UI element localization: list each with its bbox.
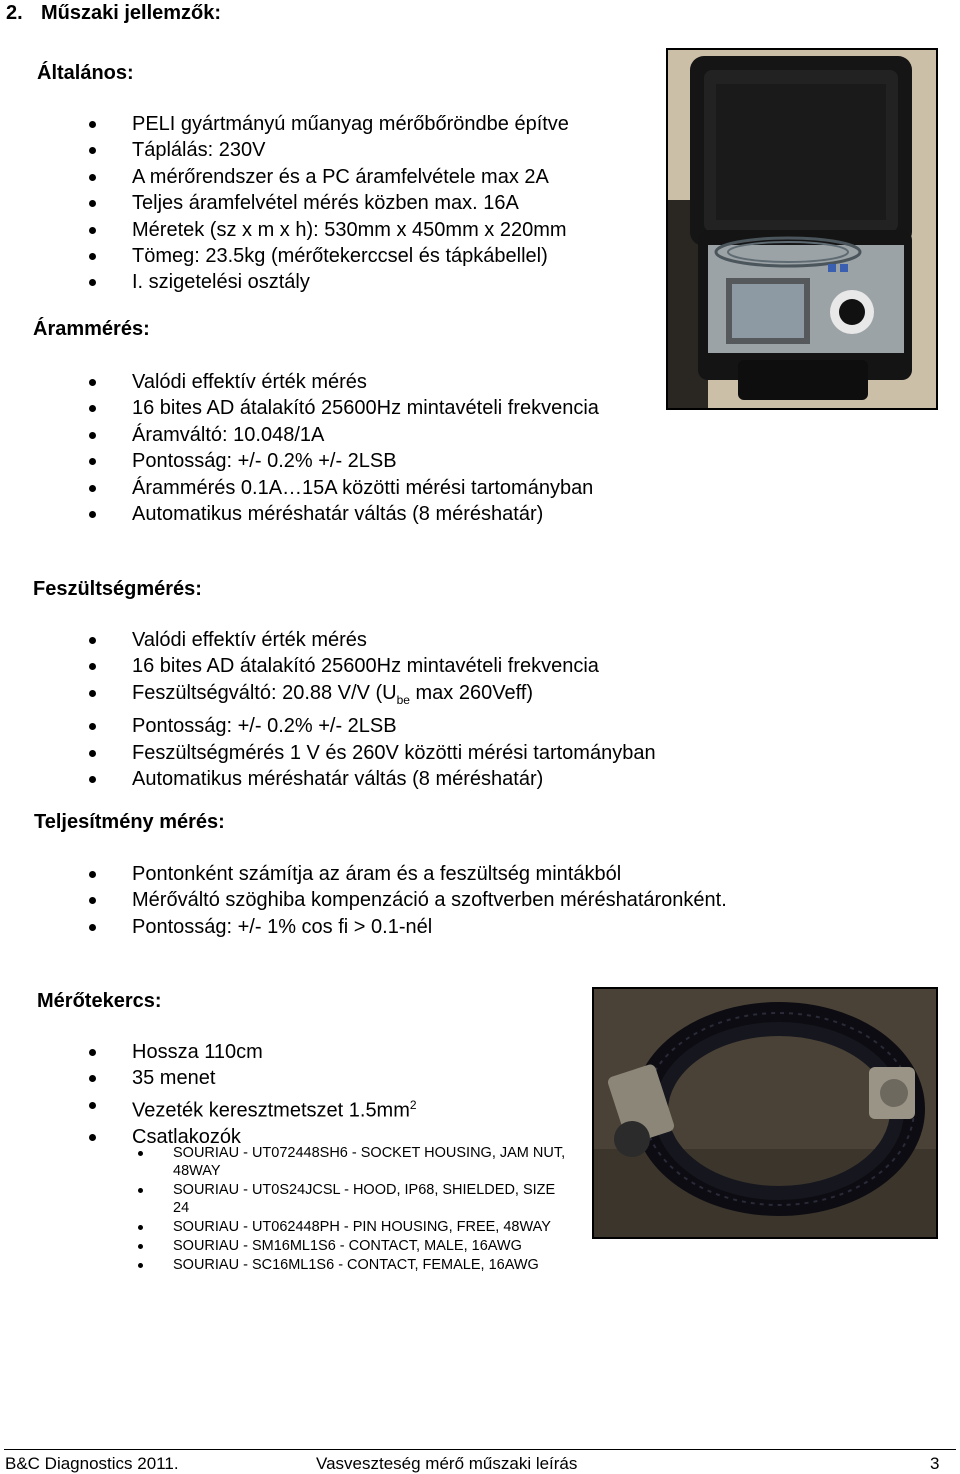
list-item: A mérőrendszer és a PC áramfelvétele max 2A [35,164,569,190]
list-merotekercs [35,1039,417,1150]
vezetek-text: Vezeték keresztmetszet 1.5mm [132,1099,410,1122]
list-item: Pontosság: +/- 0.2% +/- 2LSB [35,713,656,739]
list-item: Pontosság: +/- 1% cos fi > 0.1-nél [35,914,727,940]
list-connectors [133,1144,573,1275]
valto-text: Feszültségváltó: 20.88 V/V (U [132,681,397,704]
list-item: Valódi effektív érték mérés [35,369,599,395]
vezetek-superscript: 2 [409,1097,417,1112]
footer-page-number: 3 [930,1454,940,1473]
section-title-feszultseg: Feszültségmérés: [33,578,202,600]
valto-subscript: be [396,692,410,707]
list-feszultseg [35,627,656,792]
list-item: Hossza 110cm [35,1039,417,1065]
footer-document-title: Vasveszteség mérő műszaki leírás [316,1454,578,1473]
coil-image [594,989,936,1237]
list-item: Mérőváltó szöghiba kompenzáció a szoftverben méréshatáronként. [35,887,727,913]
list-item-csatlakozok: Csatlakozók [35,1124,417,1150]
page-title: Műszaki jellemzők: [41,2,222,24]
list-item: Automatikus méréshatár váltás (8 méréshatár) [35,501,599,527]
section-title-merotekercs: Mérőtekercs: [37,990,162,1012]
list-arammeres [35,369,599,527]
section-title-teljesitmeny: Teljesítmény mérés: [34,811,225,833]
list-item: PELI gyártmányú műanyag mérőbőröndbe építve [35,111,569,137]
list-teljesitmeny [35,861,727,940]
list-item: Valódi effektív érték mérés [35,627,656,653]
section-title-altalanos: Általános: [37,62,134,84]
connector-item: SOURIAU - SM16ML1S6 - CONTACT, MALE, 16AWG [133,1237,573,1255]
section-number: 2. [6,2,23,24]
list-item: Pontonként számítja az áram és a feszültség mintákból [35,861,727,887]
valto-suffix: max 260Veff) [409,681,533,704]
coil-photo [592,987,938,1239]
instrument-case-image [668,50,936,408]
connector-item: SOURIAU - UT062448PH - PIN HOUSING, FREE, 48WAY [133,1218,573,1236]
list-item-feszultsegvalto [35,680,656,713]
list-altalanos [35,111,569,296]
connector-item: SOURIAU - SC16ML1S6 - CONTACT, FEMALE, 16AWG [133,1256,573,1274]
list-item-vezetek [35,1092,417,1124]
list-item: Méretek (sz x m x h): 530mm x 450mm x 220mm [35,217,569,243]
list-item: Automatikus méréshatár váltás (8 méréshatár) [35,766,656,792]
list-item: Teljes áramfelvétel mérés közben max. 16A [35,190,569,216]
section-title-arammeres: Árammérés: [33,318,150,340]
list-item: Feszültségmérés 1 V és 260V közötti mérési tartományban [35,740,656,766]
footer-rule [4,1449,956,1450]
list-item: I. szigetelési osztály [35,269,569,295]
connector-item: SOURIAU - UT0S24JCSL - HOOD, IP68, SHIELDED, SIZE 24 [133,1181,573,1217]
list-item: Táplálás: 230V [35,137,569,163]
list-item: Tömeg: 23.5kg (mérőtekerccsel és tápkábellel) [35,243,569,269]
list-item: 16 bites AD átalakító 25600Hz mintavételi frekvencia [35,653,656,679]
list-item: Áramváltó: 10.048/1A [35,422,599,448]
list-item: Pontosság: +/- 0.2% +/- 2LSB [35,448,599,474]
instrument-case-photo [666,48,938,410]
list-item: 35 menet [35,1065,417,1091]
connector-item: SOURIAU - UT072448SH6 - SOCKET HOUSING, JAM NUT, 48WAY [133,1144,573,1180]
list-item: Árammérés 0.1A…15A közötti mérési tartományban [35,475,599,501]
footer-company: B&C Diagnostics 2011. [5,1454,179,1473]
list-item: 16 bites AD átalakító 25600Hz mintavételi frekvencia [35,395,599,421]
